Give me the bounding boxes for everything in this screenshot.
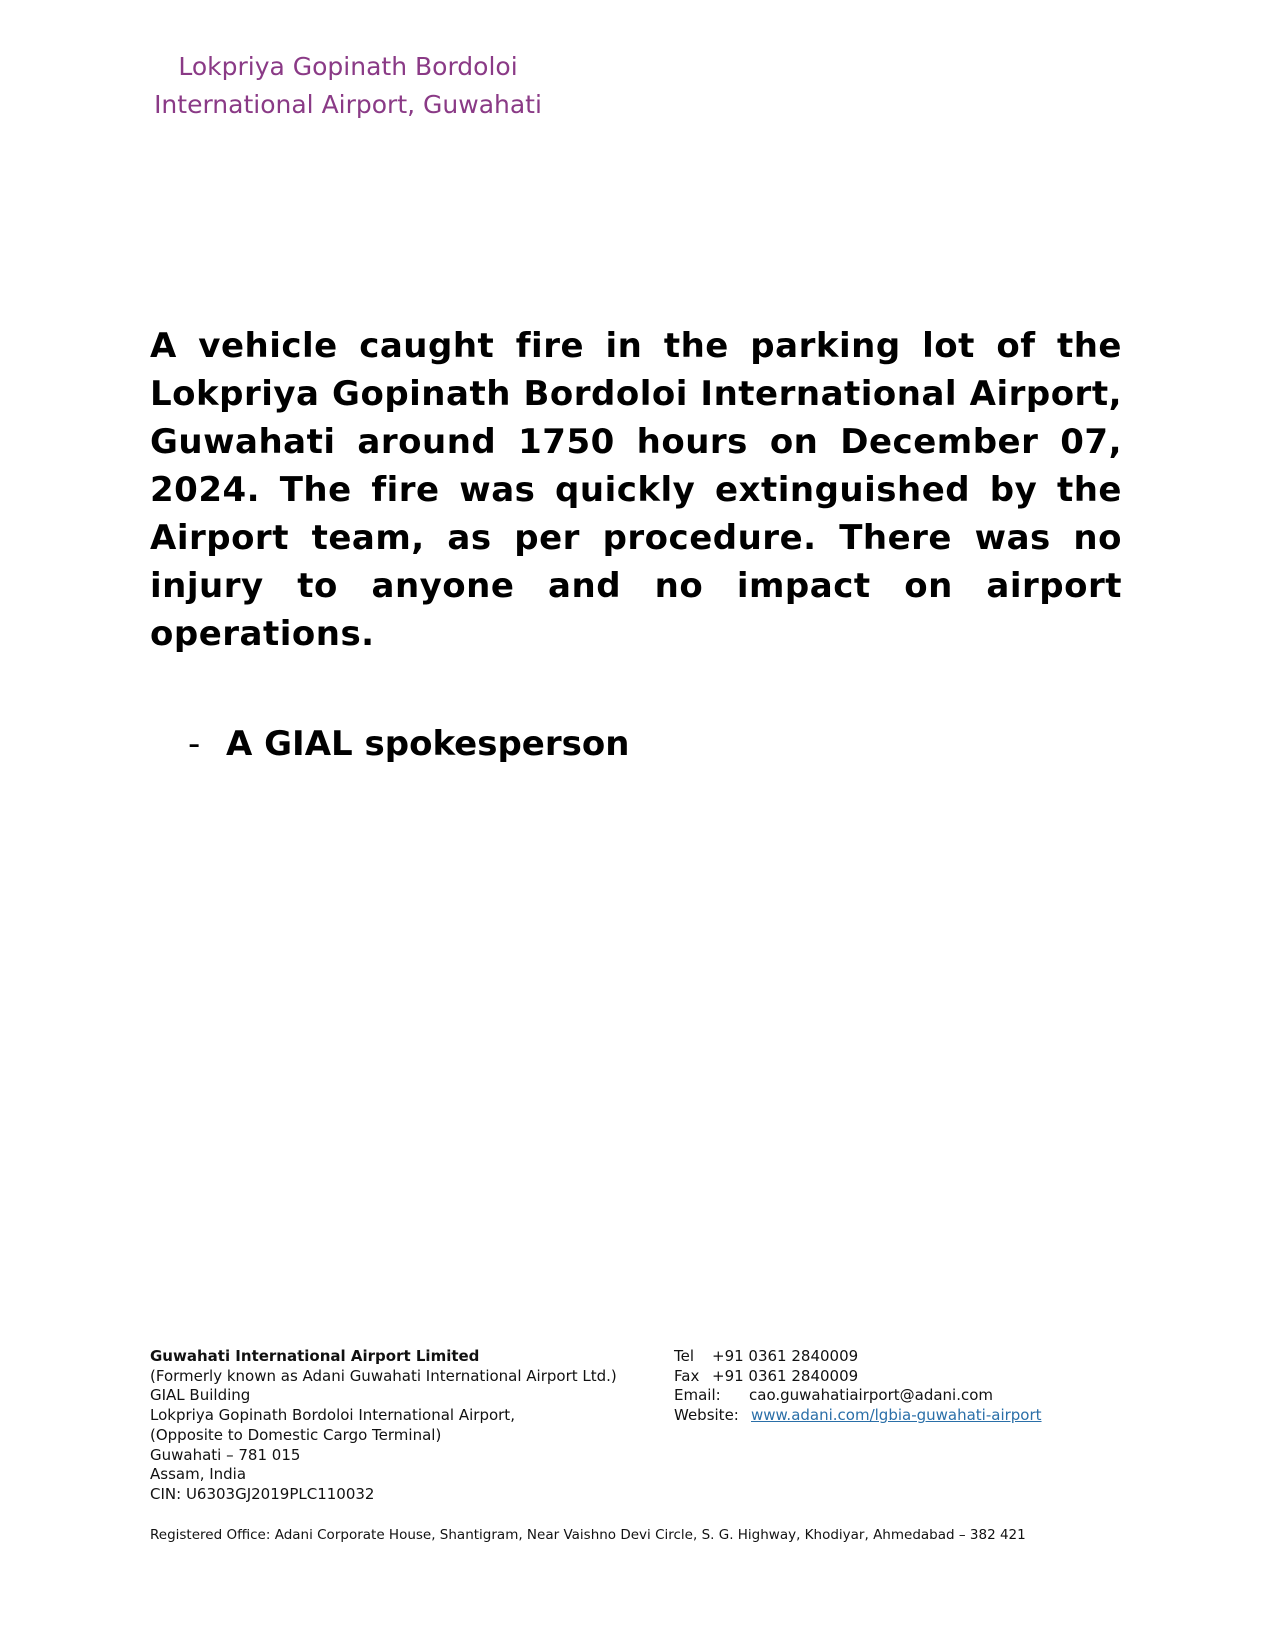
tel-label: Tel [674, 1347, 695, 1365]
footer-address [150, 1347, 617, 1505]
footer-address-line: GIAL Building [150, 1386, 251, 1405]
footer-cin: CIN: U6303GJ2019PLC110032 [150, 1484, 375, 1503]
footer-company-name: Guwahati International Airport Limited [150, 1347, 480, 1365]
tel-value: +91 0361 2840009 [712, 1347, 859, 1365]
footer-address-line: (Opposite to Domestic Cargo Terminal) [150, 1425, 442, 1444]
footer-address-line: Assam, India [150, 1465, 247, 1484]
registered-office: Registered Office: Adani Corporate House, Shantigram, Near Vaishno Devi Circle, S. G. Highway, Khodiyar, Ahmedabad – 382 421 [150, 1527, 1026, 1543]
letterhead-line-1: Lokpriya Gopinath Bordoloi [178, 52, 518, 81]
footer-address-line: Lokpriya Gopinath Bordoloi International Airport, [150, 1406, 515, 1425]
fax-value: +91 0361 2840009 [712, 1366, 859, 1385]
letterhead-line-2: International Airport, Guwahati [154, 90, 542, 119]
letterhead [148, 48, 548, 124]
fax-label: Fax [674, 1366, 700, 1385]
footer-address-line: (Formerly known as Adani Guwahati International Airport Ltd.) [150, 1366, 617, 1385]
attribution-dash: - [188, 724, 201, 764]
website-label: Website: [674, 1406, 739, 1425]
footer-tel-row [674, 1347, 1042, 1367]
attribution-text: A GIAL spokesperson [226, 724, 630, 764]
footer-website-row [674, 1406, 1042, 1426]
statement-text: A vehicle caught fire in the parking lot of the Lokpriya Gopinath Bordoloi International Airport, Guwahati around 1750 hours on December 07, 2024. The fire was quickly extinguished by the Airport team, as per procedure. There was no injury to anyone and no impact on airport operations. [150, 326, 1122, 654]
email-label: Email: [674, 1386, 721, 1405]
footer-fax-row [674, 1367, 1042, 1387]
website-link[interactable]: www.adani.com/lgbia-guwahati-airport [751, 1406, 1042, 1425]
email-value: cao.guwahatiairport@adani.com [749, 1386, 994, 1405]
footer-email-row [674, 1386, 1042, 1406]
footer-address-line: Guwahati – 781 015 [150, 1445, 301, 1464]
attribution [188, 720, 629, 768]
footer-contact [674, 1347, 1042, 1426]
